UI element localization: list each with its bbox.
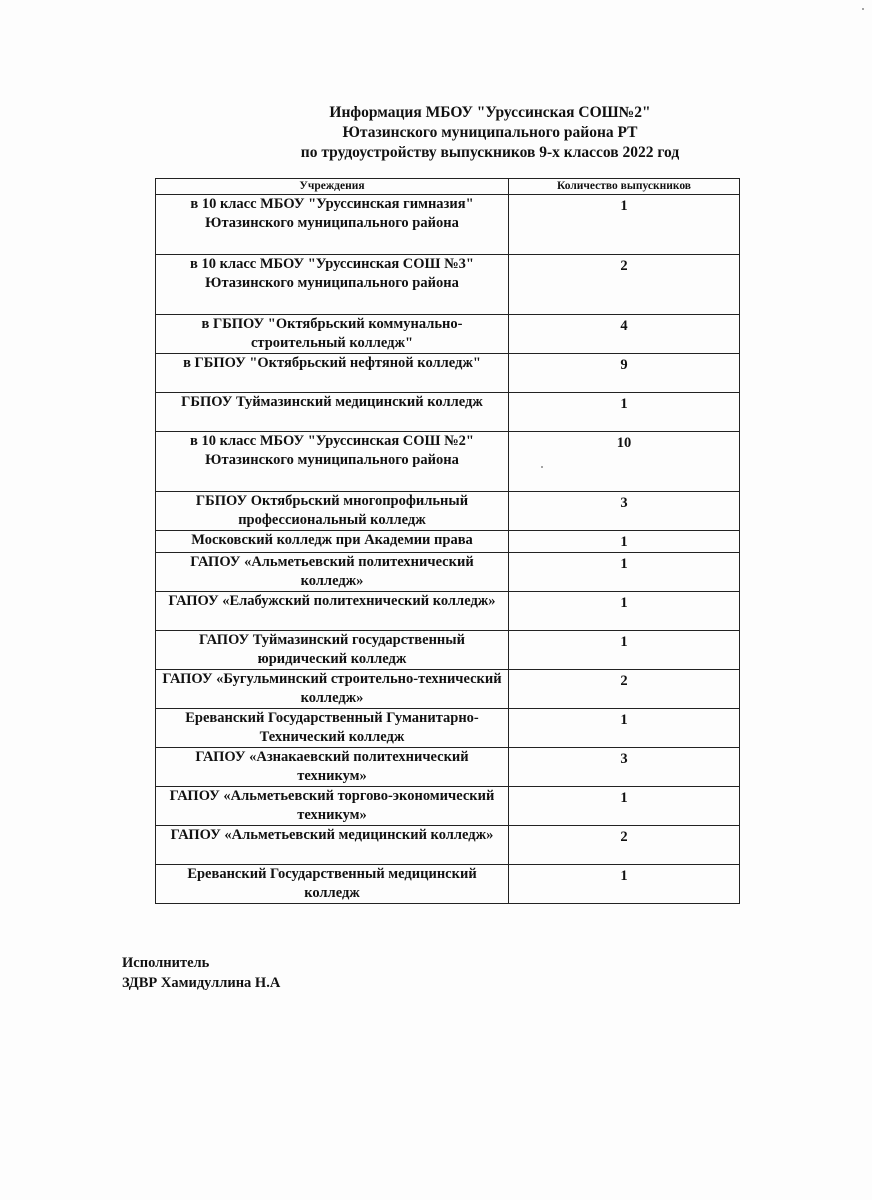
institution-cell: Ереванский Государственный медицинский колледж	[156, 865, 509, 904]
count-cell: 1	[509, 865, 740, 904]
table-row	[156, 787, 740, 826]
count-cell: 1	[509, 531, 740, 553]
table-row	[156, 315, 740, 354]
count-cell: 3	[509, 492, 740, 531]
document-title	[230, 103, 750, 163]
table-row	[156, 531, 740, 553]
institution-cell: ГБПОУ Октябрьский многопрофильный профессиональный колледж	[156, 492, 509, 531]
count-cell: 1	[509, 709, 740, 748]
table-header-row	[156, 179, 740, 195]
table-row	[156, 826, 740, 865]
institution-cell: в 10 класс МБОУ "Уруссинская гимназия" Ютазинского муниципального района	[156, 195, 509, 255]
institution-cell: ГБПОУ Туймазинский медицинский колледж	[156, 393, 509, 432]
header-institutions: Учреждения	[156, 179, 509, 195]
table-row	[156, 195, 740, 255]
institution-cell: ГАПОУ «Альметьевский торгово-экономический техникум»	[156, 787, 509, 826]
table-row	[156, 432, 740, 492]
institution-cell: Ереванский Государственный Гуманитарно-Технический колледж	[156, 709, 509, 748]
count-cell: 1	[509, 553, 740, 592]
table-row	[156, 748, 740, 787]
executor-signer: ЗДВР Хамидуллина Н.А	[122, 975, 281, 991]
scan-speck	[541, 466, 543, 468]
institution-cell: ГАПОУ «Елабужский политехнический колледж»	[156, 592, 509, 631]
count-cell: 2	[509, 255, 740, 315]
count-cell: 1	[509, 787, 740, 826]
table-row	[156, 393, 740, 432]
institution-cell: Московский колледж при Академии права	[156, 531, 509, 553]
institution-cell: ГАПОУ «Альметьевский политехнический колледж»	[156, 553, 509, 592]
institution-cell: в ГБПОУ "Октябрьский коммунально-строительный колледж"	[156, 315, 509, 354]
count-cell: 3	[509, 748, 740, 787]
count-cell: 9	[509, 354, 740, 393]
count-cell: 2	[509, 826, 740, 865]
header-graduate-count: Количество выпускников	[509, 179, 740, 195]
institution-cell: ГАПОУ «Бугульминский строительно-технический колледж»	[156, 670, 509, 709]
table-row	[156, 865, 740, 904]
table-row	[156, 255, 740, 315]
table-row	[156, 631, 740, 670]
count-cell: 1	[509, 592, 740, 631]
table-row	[156, 592, 740, 631]
count-cell: 2	[509, 670, 740, 709]
institution-cell: в 10 класс МБОУ "Уруссинская СОШ №2" Ютазинского муниципального района	[156, 432, 509, 492]
count-cell: 1	[509, 631, 740, 670]
institution-cell: ГАПОУ «Азнакаевский политехнический техникум»	[156, 748, 509, 787]
count-cell: 1	[509, 393, 740, 432]
title-line-3: по трудоустройству выпускников 9-х классов 2022 год	[300, 144, 680, 161]
count-cell: 10	[509, 432, 740, 492]
institution-cell: в ГБПОУ "Октябрьский нефтяной колледж"	[156, 354, 509, 393]
count-cell: 1	[509, 195, 740, 255]
table-row	[156, 492, 740, 531]
title-line-2: Ютазинского муниципального района РТ	[342, 124, 638, 141]
table-row	[156, 354, 740, 393]
title-line-1: Информация МБОУ "Уруссинская СОШ№2"	[329, 104, 651, 121]
scan-speck	[862, 8, 864, 10]
document-footer	[122, 953, 280, 993]
table-row	[156, 670, 740, 709]
institution-cell: в 10 класс МБОУ "Уруссинская СОШ №3" Ютазинского муниципального района	[156, 255, 509, 315]
executor-label: Исполнитель	[122, 955, 210, 971]
count-cell: 4	[509, 315, 740, 354]
institution-cell: ГАПОУ «Альметьевский медицинский колледж»	[156, 826, 509, 865]
table-row	[156, 553, 740, 592]
employment-table	[155, 178, 740, 904]
institution-cell: ГАПОУ Туймазинский государственный юридический колледж	[156, 631, 509, 670]
table-row	[156, 709, 740, 748]
